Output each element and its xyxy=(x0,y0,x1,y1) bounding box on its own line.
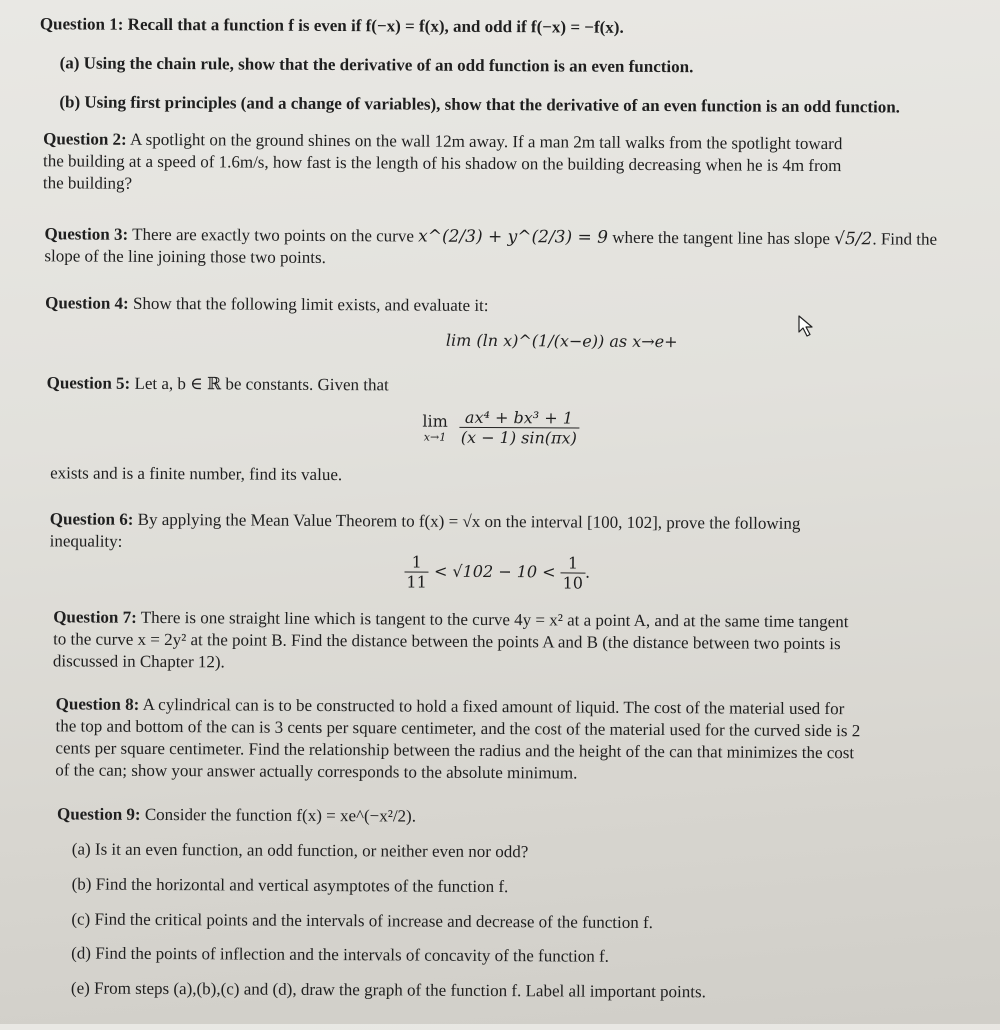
part-label: (b) xyxy=(59,92,81,112)
slope-value: √5/2 xyxy=(834,229,873,250)
question-9-text: Consider the function f(x) = xe^(−x²/2). xyxy=(144,804,417,826)
question-9a xyxy=(72,838,529,863)
inequality-middle: < √102 − 10 < xyxy=(433,561,556,582)
question-3-text: where the tangent line has slope xyxy=(612,227,830,249)
question-5-label: Question 5: xyxy=(46,373,131,393)
question-3-text: slope of the line joining those two points. xyxy=(44,246,326,267)
part-text: Is it an even function, an odd function, or neither even nor odd? xyxy=(94,839,529,862)
question-5-after: exists and is a finite number, find its value. xyxy=(50,463,343,485)
question-2-line: the building? xyxy=(42,173,133,193)
inequality: $\frac{1}{11}$ < √102 − 10 < $\frac{1}{10}$ . xyxy=(406,552,591,593)
part-label: (a) xyxy=(59,53,80,73)
part-text: Find the critical points and the intervals of increase and decrease of the function f. xyxy=(94,909,653,933)
numerator: ax⁴ + bx³ + 1 xyxy=(459,408,579,429)
question-1b xyxy=(59,91,900,118)
limit-formula: lim (ln x)^(1/(x−e)) as x→e+ xyxy=(445,330,678,352)
mouse-pointer-icon xyxy=(798,315,816,337)
question-6 xyxy=(50,508,950,557)
question-9 xyxy=(57,803,416,827)
question-4-text: Show that the following limit exists, and evaluate it: xyxy=(132,293,489,315)
question-9-label: Question 9: xyxy=(56,804,141,824)
part-label: (c) xyxy=(71,909,91,929)
part-text: Using first principles (and a change of variables), show that the derivative of an even function is an odd function. xyxy=(84,92,901,117)
question-7-label: Question 7: xyxy=(53,607,137,627)
question-7-line: discussed in Chapter 12). xyxy=(52,651,225,672)
question-8-line: of the can; show your answer actually corresponds to the absolute minimum. xyxy=(55,760,578,783)
question-8-line: cents per square centimeter. Find the relationship between the radius and the height of the can that minimizes the cost xyxy=(55,738,855,763)
question-3-text: . Find the xyxy=(872,229,938,249)
question-9c xyxy=(71,908,653,934)
limit-expression xyxy=(446,331,678,351)
question-2-line: A spotlight on the ground shines on the wall 12m away. If a man 2m tall walks from the spotlight toward xyxy=(129,129,843,154)
curve-equation: x^(2/3) + y^(2/3) = 9 xyxy=(418,226,609,248)
limit-fraction: lim x→1 $\frac{\text{ax⁴ + bx³ + 1}}{(x - 1) \sin(\pi x)}$ xyxy=(422,408,579,448)
question-1-text: Recall that a function f is even if f(−x) = f(x), and odd if f(−x) = −f(x). xyxy=(127,14,624,37)
question-1-label: Question 1: xyxy=(39,14,124,34)
part-label: (a) xyxy=(71,839,91,859)
question-3-text: There are exactly two points on the curve xyxy=(132,224,414,246)
part-label: (b) xyxy=(71,874,92,894)
question-5 xyxy=(47,372,389,396)
part-text: Using the chain rule, show that the derivative of an odd function is an even function. xyxy=(83,53,694,77)
question-4 xyxy=(45,292,489,317)
question-2-label: Question 2: xyxy=(43,129,127,149)
part-text: Find the horizontal and vertical asymptotes of the function f. xyxy=(95,874,509,897)
question-8-line: the top and bottom of the can is 3 cents per square centimeter, and the cost of the material used for the curved side is 2 xyxy=(55,716,861,741)
question-6-text: inequality: xyxy=(49,531,123,551)
question-3-label: Question 3: xyxy=(44,224,129,244)
limit-subscript: x→1 xyxy=(423,430,447,444)
denominator: (x − 1) sin(πx) xyxy=(460,427,577,448)
question-2 xyxy=(43,128,968,200)
question-7 xyxy=(53,606,948,677)
question-7-line: There is one straight line which is tangent to the curve 4y = x² at a point A, and at the same time tangent xyxy=(140,607,849,632)
question-6-text: By applying the Mean Value Theorem to f(x) = √x on the interval [100, 102], prove the following xyxy=(137,509,801,533)
question-9d xyxy=(71,942,609,967)
question-3 xyxy=(44,223,964,273)
part-label: (d) xyxy=(71,943,92,963)
question-8-line: A cylindrical can is to be constructed to hold a fixed amount of liquid. The cost of the material used for xyxy=(142,694,845,719)
question-8 xyxy=(55,693,946,786)
question-6-label: Question 6: xyxy=(49,509,134,529)
question-1 xyxy=(40,13,624,39)
question-1a xyxy=(60,52,694,78)
part-text: Find the points of inflection and the intervals of concavity of the function f. xyxy=(95,943,609,966)
question-2-line: the building at a speed of 1.6m/s, how fast is the length of his shadow on the building decreasing when he is 4m from xyxy=(42,151,842,176)
question-9e xyxy=(71,977,706,1003)
question-5-text: Let a, b ∈ ℝ be constants. Given that xyxy=(134,373,389,395)
part-label: (e) xyxy=(70,978,90,998)
question-8-label: Question 8: xyxy=(55,694,140,714)
question-9b xyxy=(72,873,509,898)
question-7-line: to the curve x = 2y² at the point B. Find the distance between the points A and B (the distance between two points is xyxy=(53,629,841,654)
part-text: From steps (a),(b),(c) and (d), draw the graph of the function f. Label all important points. xyxy=(94,978,706,1002)
question-4-label: Question 4: xyxy=(45,293,129,313)
